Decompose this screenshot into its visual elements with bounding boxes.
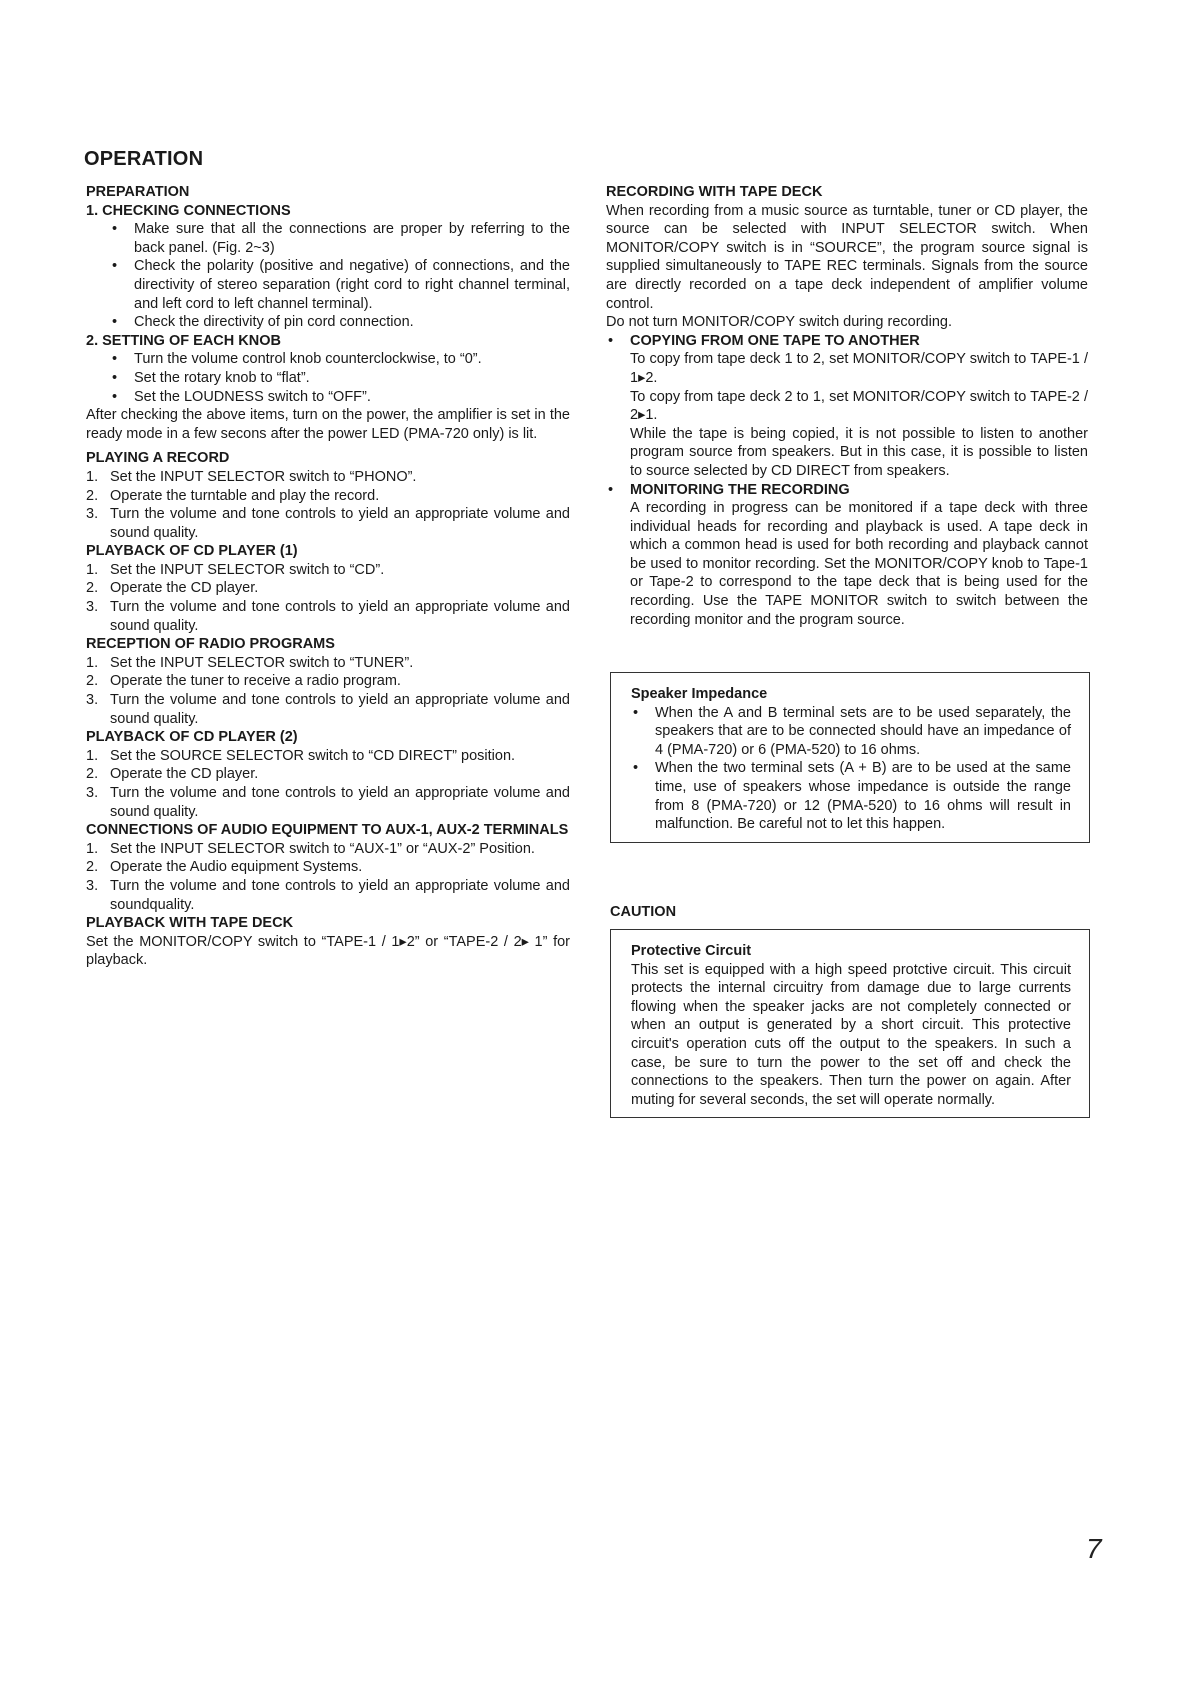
page-number: 7 — [1086, 1533, 1102, 1564]
list-item: 1. Set the INPUT SELECTOR switch to “PHONO”. — [86, 468, 417, 485]
after-check-paragraph: After checking the above items, turn on the power, the amplifier is set in the ready mode in a few secons after the power LED (PMA-720 only) is lit. — [86, 407, 570, 442]
list-item: • Set the rotary knob to “flat”. — [112, 369, 310, 386]
checking-list — [86, 220, 570, 332]
cd2-heading: PLAYBACK OF CD PLAYER (2) — [86, 729, 298, 746]
left-column — [86, 183, 570, 970]
preparation-heading: PREPARATION — [86, 184, 190, 200]
list-item: • Check the polarity (positive and negative) of connections, and the directivity of stereo separation (right cord to right channel terminal, and left cord to left channel terminal). — [112, 258, 570, 312]
list-item: 2. Operate the Audio equipment Systems. — [86, 859, 363, 876]
list-item: • Set the LOUDNESS switch to “OFF”. — [112, 388, 371, 405]
monitoring-text: A recording in progress can be monitored if a tape deck with three individual heads for recording and playback is used. A tape deck in which a common head is used for both recording and playback cannot be used to monitor recording. Set the MONITOR/COPY knob to Tape-1 or Tape-2 to correspond to the tape deck that is being used for the recording. Use the TAPE MONITOR switch to switch between the recording monitor and the program source. — [630, 500, 1088, 628]
record-steps — [86, 468, 570, 542]
setting-knob-heading: 2. SETTING OF EACH KNOB — [86, 332, 281, 349]
list-item: • When the A and B terminal sets are to be used separately, the speakers that are to be connected should have an impedance of 4 (PMA-720) or 6 (PMA-520) to 16 ohms. — [633, 704, 1071, 758]
protective-circuit-text: This set is equipped with a high speed protctive circuit. This circuit protects the internal circuitry from damage due to large currents flowing when the speaker jacks are not completely connected or when an output is generated by a short circuit. This protective circuit's operation cuts off the output to the speakers. In such a case, be sure to turn the power to the set off and check the connections to the speakers. Then turn the power on again. After muting for several seconds, the set will operate normally. — [631, 961, 1071, 1108]
list-item: 2. Operate the turntable and play the record. — [86, 487, 380, 504]
speaker-impedance-list — [631, 704, 1071, 834]
speaker-impedance-title: Speaker Impedance — [631, 686, 768, 702]
right-column — [606, 183, 1088, 629]
list-item: 2. Operate the CD player. — [86, 580, 259, 597]
list-item: 3. Turn the volume and tone controls to yield an appropriate volume and sound quality. — [86, 506, 570, 541]
recording-heading: RECORDING WITH TAPE DECK — [606, 184, 823, 200]
list-item: • Make sure that all the connections are proper by referring to the back panel. (Fig. 2~3) — [112, 221, 570, 256]
list-item: • When the two terminal sets (A + B) are to be used at the same time, use of speakers whose impedance is outside the range from 8 (PMA-720) or 12 (PMA-520) to 16 ohms will result in malfunction. Be careful not to let this happen. — [633, 760, 1071, 833]
aux-heading: CONNECTIONS OF AUDIO EQUIPMENT TO AUX-1, AUX-2 TERMINALS — [86, 822, 569, 839]
tape-playback-heading: PLAYBACK WITH TAPE DECK — [86, 915, 294, 932]
speaker-impedance-box — [610, 672, 1090, 843]
playing-record-heading: PLAYING A RECORD — [86, 450, 230, 467]
copying-text-3: While the tape is being copied, it is not possible to listen to another program source from speakers. But in this case, it is possible to listen to source selected by CD DIRECT from speakers. — [630, 425, 1088, 479]
radio-steps — [86, 654, 570, 728]
checking-connections-heading: 1. CHECKING CONNECTIONS — [86, 202, 291, 219]
tape-playback-text: Set the MONITOR/COPY switch to “TAPE-1 / 1▸2” or “TAPE-2 / 2▸ 1” for playback. — [86, 933, 570, 969]
list-item: 1. Set the INPUT SELECTOR switch to “TUNER”. — [86, 654, 414, 671]
copying-text-2: To copy from tape deck 2 to 1, set MONITOR/COPY switch to TAPE-2 / 2▸1. — [630, 388, 1088, 424]
list-item: • Check the directivity of pin cord connection. — [112, 314, 414, 331]
list-item: 1. Set the INPUT SELECTOR switch to “AUX-1” or “AUX-2” Position. — [86, 840, 535, 857]
list-item: 2. Operate the CD player. — [86, 766, 259, 783]
monitoring-heading: MONITORING THE RECORDING — [630, 481, 850, 498]
protective-circuit-box — [610, 929, 1090, 1118]
knob-list — [86, 350, 570, 406]
protective-circuit-title: Protective Circuit — [631, 943, 752, 959]
list-item: 1. Set the SOURCE SELECTOR switch to “CD DIRECT” position. — [86, 747, 516, 764]
list-item: • Turn the volume control knob counterclockwise, to “0”. — [112, 351, 482, 368]
list-item: 3. Turn the volume and tone controls to yield an appropriate volume and sound quality. — [86, 599, 570, 634]
radio-heading: RECEPTION OF RADIO PROGRAMS — [86, 636, 335, 653]
recording-text: When recording from a music source as turntable, tuner or CD player, the source can be selected with INPUT SELECTOR switch. When MONITOR/COPY switch is in “SOURCE”, the program source signal is supplied simultaneously to TAPE REC terminals. Signals from the source are directly recorded on a tape deck independent of amplifier volume control. — [606, 202, 1088, 312]
copying-heading: COPYING FROM ONE TAPE TO ANOTHER — [630, 332, 920, 349]
recording-note: Do not turn MONITOR/COPY switch during recording. — [606, 314, 952, 331]
copying-text-1: To copy from tape deck 1 to 2, set MONITOR/COPY switch to TAPE-1 / 1▸2. — [630, 351, 1088, 386]
list-item: 3. Turn the volume and tone controls to yield an appropriate volume and sound quality. — [86, 692, 570, 727]
list-item: 1. Set the INPUT SELECTOR switch to “CD”. — [86, 561, 385, 578]
cd1-heading: PLAYBACK OF CD PLAYER (1) — [86, 543, 298, 560]
page-title: OPERATION — [84, 148, 204, 170]
copying-section: • COPYING FROM ONE TAPE TO ANOTHER To copy from tape deck 1 to 2, set MONITOR/COPY switch to TAPE-1 / 1▸2. To copy from tape deck 2 to 1, set MONITOR/COPY switch to TAPE-2 / 2▸1. While the tape is being copied, it is not possible to listen to another program source from speakers. But in this case, it is possible to listen to source selected by CD DIRECT from speakers. — [608, 332, 1088, 479]
caution-heading: CAUTION — [610, 904, 677, 920]
cd1-steps — [86, 561, 570, 635]
monitoring-section: • MONITORING THE RECORDING A recording in progress can be monitored if a tape deck with three individual heads for recording and playback is used. A tape deck in which a common head is used for both recording and playback cannot be used to monitor recording. Set the MONITOR/COPY knob to Tape-1 or Tape-2 to correspond to the tape deck that is being used for the recording. Use the TAPE MONITOR switch to switch between the recording monitor and the program source. — [608, 481, 1088, 628]
list-item: 2. Operate the tuner to receive a radio program. — [86, 673, 401, 690]
list-item: 3. Turn the volume and tone controls to yield an appropriate volume and sound quality. — [86, 785, 570, 820]
cd2-steps — [86, 747, 570, 821]
list-item: 3. Turn the volume and tone controls to yield an appropriate volume and soundquality. — [86, 877, 570, 913]
aux-steps — [86, 840, 570, 914]
